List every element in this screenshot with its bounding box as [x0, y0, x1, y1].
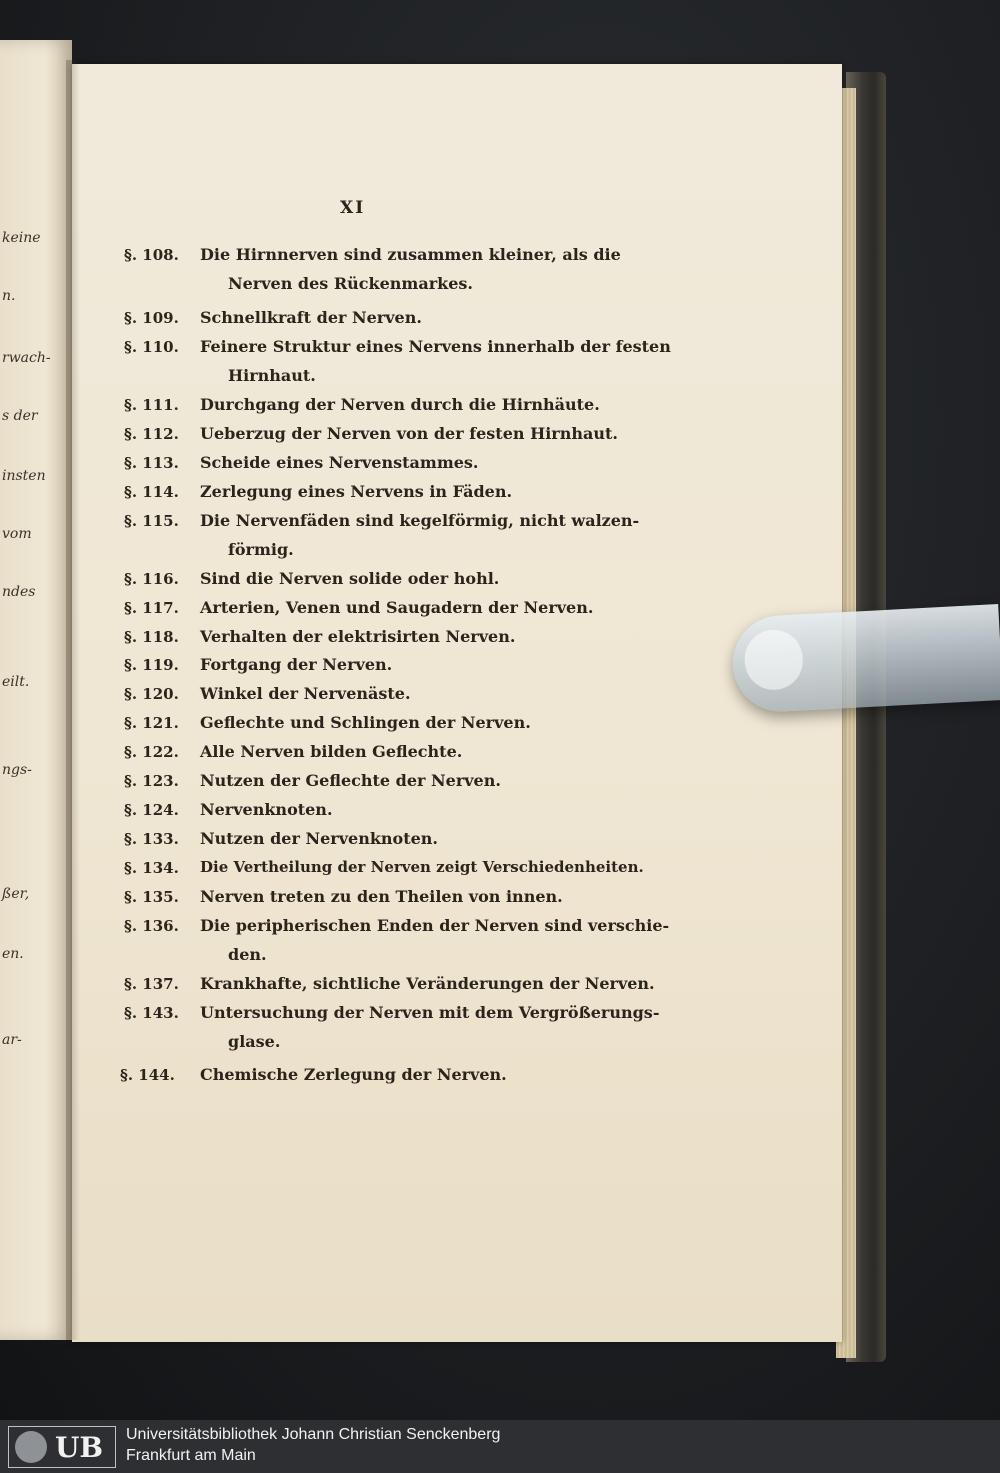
institution-location: Frankfurt am Main [126, 1447, 256, 1464]
ub-logo [8, 1426, 116, 1468]
left-fragment: en. [2, 946, 24, 962]
entry-title-continuation: den. [228, 945, 267, 964]
section-number: §. 144. [120, 1066, 175, 1084]
entry-title: Arterien, Venen und Saugadern der Nerven. [200, 598, 594, 617]
entry-title: Die Vertheilung der Nerven zeigt Verschiedenheiten. [200, 858, 644, 876]
section-number: §. 121. [124, 714, 179, 732]
section-number: §. 136. [124, 917, 179, 935]
left-fragment: insten [2, 468, 46, 484]
entry-title: Nutzen der Geflechte der Nerven. [200, 771, 501, 790]
entry-title: Nutzen der Nervenknoten. [200, 829, 438, 848]
entry-title: Sind die Nerven solide oder hohl. [200, 569, 500, 588]
entry-title: Durchgang der Nerven durch die Hirnhäute. [200, 395, 600, 414]
section-number: §. 137. [124, 975, 179, 993]
section-number: §. 133. [124, 830, 179, 848]
entry-title: Zerlegung eines Nervens in Fäden. [200, 482, 513, 501]
left-fragment: eilt. [2, 674, 30, 690]
entry-title: Chemische Zerlegung der Nerven. [200, 1065, 507, 1084]
section-number: §. 115. [124, 512, 179, 530]
left-fragment: s der [2, 408, 38, 424]
entry-title-continuation: Nerven des Rückenmarkes. [228, 274, 473, 293]
section-number: §. 114. [124, 483, 179, 501]
section-number: §. 112. [124, 425, 179, 443]
library-footer [0, 1420, 1000, 1473]
entry-title: Winkel der Nervenäste. [200, 684, 411, 703]
section-number: §. 119. [124, 656, 179, 674]
entry-title-continuation: Hirnhaut. [228, 366, 316, 385]
section-number: §. 120. [124, 685, 179, 703]
entry-title: Die Nervenfäden sind kegelförmig, nicht walzen- [200, 511, 640, 530]
senckenberg-portrait-icon [15, 1431, 47, 1463]
entry-title: Nerven treten zu den Theilen von innen. [200, 887, 563, 906]
entry-title: Scheide eines Nervenstammes. [200, 453, 479, 472]
left-fragment: keine [2, 230, 41, 246]
entry-title: Alle Nerven bilden Geflechte. [200, 742, 463, 761]
section-number: §. 135. [124, 888, 179, 906]
entry-title: Ueberzug der Nerven von der festen Hirnhaut. [200, 424, 618, 443]
section-number: §. 118. [124, 628, 179, 646]
entry-title: Die peripherischen Enden der Nerven sind verschie- [200, 916, 670, 935]
entry-title: Feinere Struktur eines Nervens innerhalb der festen [200, 337, 671, 356]
entry-title: Die Hirnnerven sind zusammen kleiner, als die [200, 245, 621, 264]
left-fragment: ßer, [2, 886, 30, 902]
section-number: §. 134. [124, 859, 179, 877]
entry-title: Untersuchung der Nerven mit dem Vergrößerungs- [200, 1003, 660, 1022]
section-number: §. 116. [124, 570, 179, 588]
entry-title: Nervenknoten. [200, 800, 333, 819]
entry-title-continuation: glase. [228, 1032, 281, 1051]
acrylic-page-holder [730, 604, 1000, 714]
section-number: §. 124. [124, 801, 179, 819]
entry-title-continuation: förmig. [228, 540, 294, 559]
section-number: §. 143. [124, 1004, 179, 1022]
left-fragment: ar- [2, 1032, 22, 1048]
entry-title: Verhalten der elektrisirten Nerven. [200, 627, 516, 646]
left-fragment: rwach- [2, 350, 51, 366]
entry-title: Krankhafte, sichtliche Veränderungen der Nerven. [200, 974, 655, 993]
section-number: §. 117. [124, 599, 179, 617]
section-number: §. 123. [124, 772, 179, 790]
left-fragment: ndes [2, 584, 36, 600]
entry-title: Fortgang der Nerven. [200, 655, 393, 674]
left-fragment: ngs- [2, 762, 32, 778]
entry-title: Schnellkraft der Nerven. [200, 308, 422, 327]
section-number: §. 122. [124, 743, 179, 761]
section-number: §. 108. [124, 246, 179, 264]
section-number: §. 111. [124, 396, 179, 414]
section-number: §. 109. [124, 309, 179, 327]
logo-text: UB [55, 1431, 104, 1464]
entry-title: Geflechte und Schlingen der Nerven. [200, 713, 531, 732]
left-fragment: vom [2, 526, 32, 542]
left-fragment: n. [2, 288, 16, 304]
institution-name: Universitätsbibliothek Johann Christian Senckenberg [126, 1426, 501, 1443]
section-number: §. 113. [124, 454, 179, 472]
page-number: XI [340, 198, 366, 218]
section-number: §. 110. [124, 338, 179, 356]
